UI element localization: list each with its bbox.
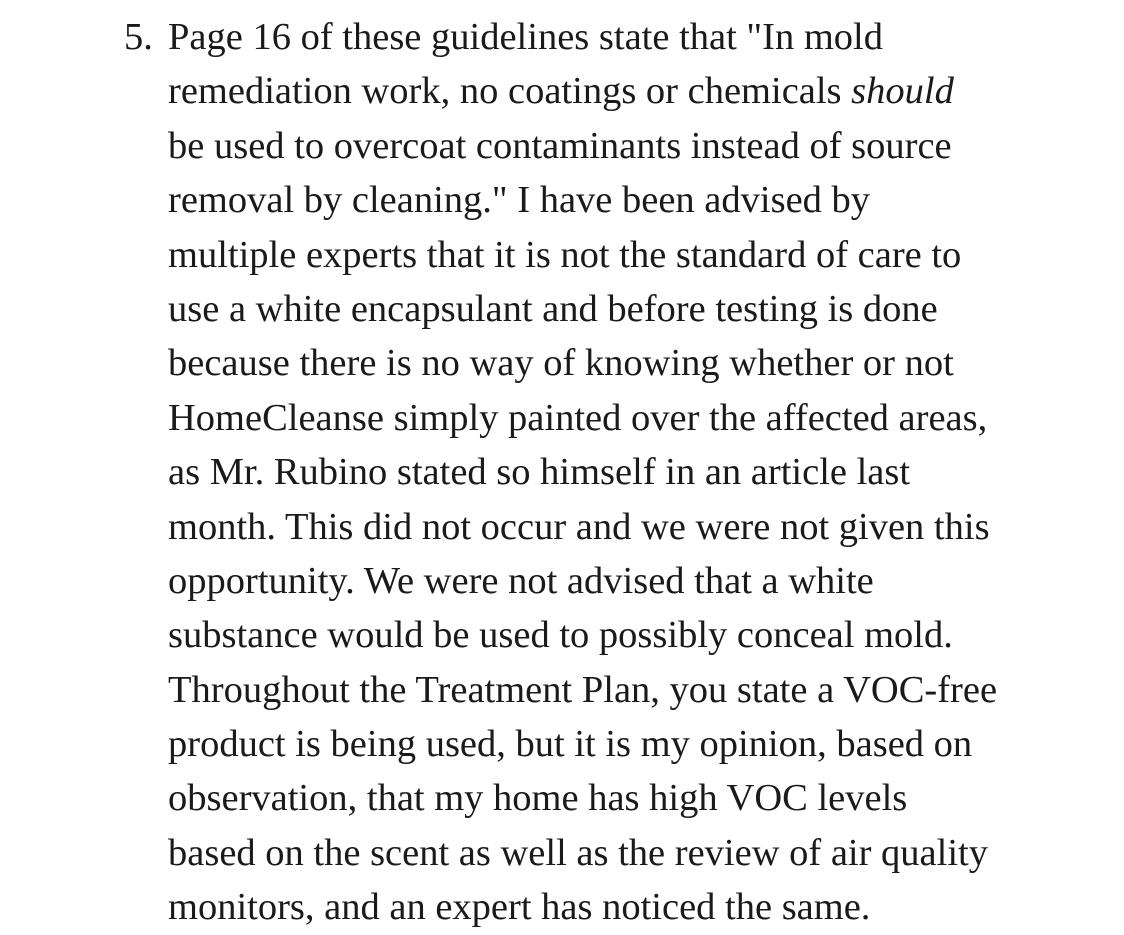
text-line — [168, 500, 1114, 554]
text-segment: Page 16 of these guidelines state that "In mold — [168, 16, 883, 58]
text-segment: because there is no way of knowing whether or not — [168, 342, 954, 385]
paragraph-text — [168, 10, 1114, 935]
text-segment: removal by cleaning." I have been advised by — [168, 179, 871, 222]
text-segment: monitors, and an expert has noticed the same. — [168, 886, 871, 929]
text-segment: based on the scent as well as the review of air quality — [168, 831, 988, 874]
text-segment: HomeCleanse simply painted over the affected areas, — [168, 396, 988, 439]
text-segment: as Mr. Rubino stated so himself in an article last — [168, 451, 911, 494]
list-number: 5. — [124, 16, 153, 58]
text-segment: remediation work, no coatings or chemicals — [168, 70, 852, 113]
text-line — [168, 10, 1114, 64]
text-line — [168, 282, 1114, 336]
text-line — [168, 880, 1114, 934]
text-segment: substance would be used to possibly conceal mold. — [168, 614, 953, 657]
text-segment: observation, that my home has high VOC levels — [168, 777, 908, 820]
text-line — [168, 119, 1114, 173]
text-line — [168, 717, 1114, 771]
text-segment: month. This did not occur and we were not given this — [168, 505, 990, 548]
text-line — [168, 391, 1114, 445]
text-line — [168, 445, 1114, 499]
text-line — [168, 554, 1114, 608]
text-segment: multiple experts that it is not the standard of care to — [168, 233, 962, 276]
text-segment: use a white encapsulant and before testing is done — [168, 287, 938, 330]
text-line — [168, 64, 1114, 118]
text-segment: product is being used, but it is my opinion, based on — [168, 723, 973, 766]
text-line — [168, 663, 1114, 717]
text-segment: be used to overcoat contaminants instead of source — [168, 124, 952, 167]
text-line — [168, 228, 1114, 282]
text-segment: Throughout the Treatment Plan, you state a VOC-free — [168, 668, 998, 711]
text-line — [168, 771, 1114, 825]
text-line — [168, 608, 1114, 662]
text-segment: opportunity. We were not advised that a white — [168, 559, 874, 602]
text-line — [168, 826, 1114, 880]
text-line — [168, 173, 1114, 227]
emphasized-word: should — [851, 70, 954, 113]
text-line — [168, 336, 1114, 390]
